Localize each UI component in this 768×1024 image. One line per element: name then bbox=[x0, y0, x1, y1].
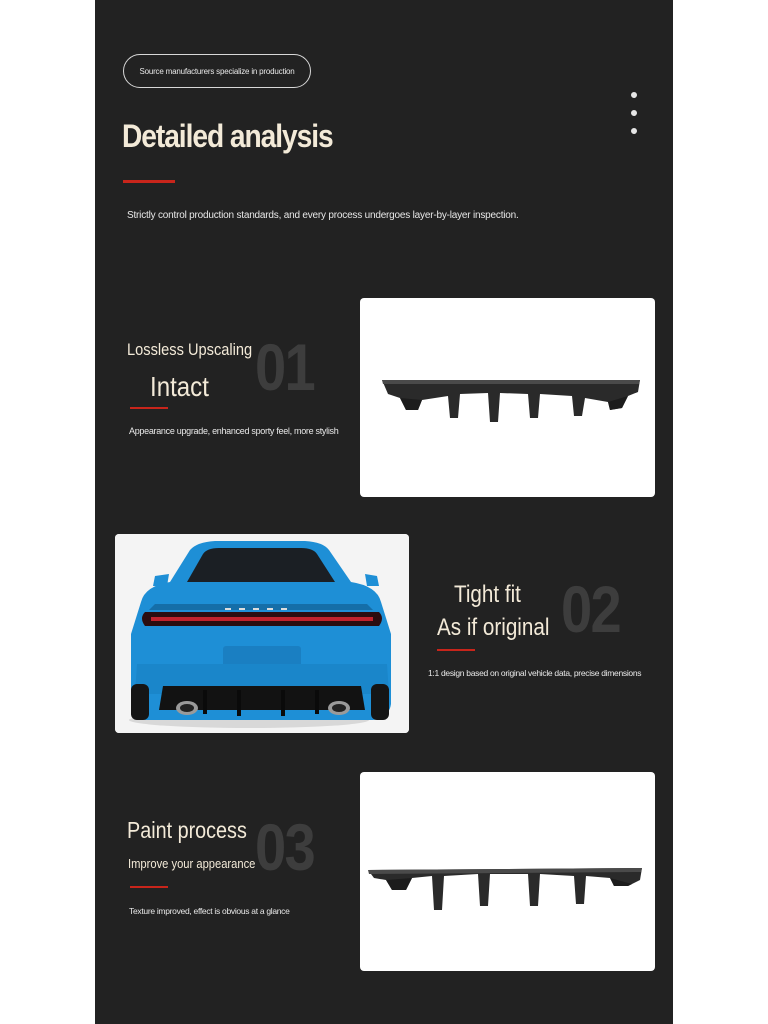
feature-title-line1: Paint process bbox=[127, 817, 247, 843]
feature-description: Appearance upgrade, enhanced sporty feel, more stylish bbox=[129, 426, 339, 436]
feature-underline bbox=[130, 886, 168, 888]
feature-underline bbox=[437, 649, 475, 651]
page-title: Detailed analysis bbox=[122, 118, 333, 154]
rear-diffuser-image bbox=[360, 772, 655, 971]
feature-description: 1:1 design based on original vehicle data, precise dimensions bbox=[428, 668, 642, 678]
menu-dot bbox=[631, 92, 637, 98]
feature-underline bbox=[130, 407, 168, 409]
feature-title-line1: Lossless Upscaling bbox=[127, 340, 253, 359]
feature-number: 02 bbox=[561, 572, 621, 646]
feature-title-line1: Tight fit bbox=[454, 581, 521, 608]
feature-title-line2: As if original bbox=[437, 614, 550, 641]
feature-number: 03 bbox=[255, 810, 315, 884]
feature-description: Texture improved, effect is obvious at a glance bbox=[129, 906, 290, 916]
feature-title-line2: Improve your appearance bbox=[128, 856, 256, 871]
detail-page bbox=[95, 0, 673, 1024]
menu-dot bbox=[631, 128, 637, 134]
car-rear-view-image bbox=[115, 534, 409, 733]
manufacturer-badge: Source manufacturers specialize in production bbox=[123, 54, 311, 88]
more-menu-icon[interactable] bbox=[631, 92, 639, 146]
rear-diffuser-image bbox=[360, 298, 655, 497]
feature-title-line2: Intact bbox=[150, 371, 209, 402]
feature-number: 01 bbox=[255, 330, 315, 404]
menu-dot bbox=[631, 110, 637, 116]
title-underline bbox=[123, 180, 175, 183]
page-subtitle: Strictly control production standards, and every process undergoes layer-by-layer inspection. bbox=[127, 210, 519, 221]
